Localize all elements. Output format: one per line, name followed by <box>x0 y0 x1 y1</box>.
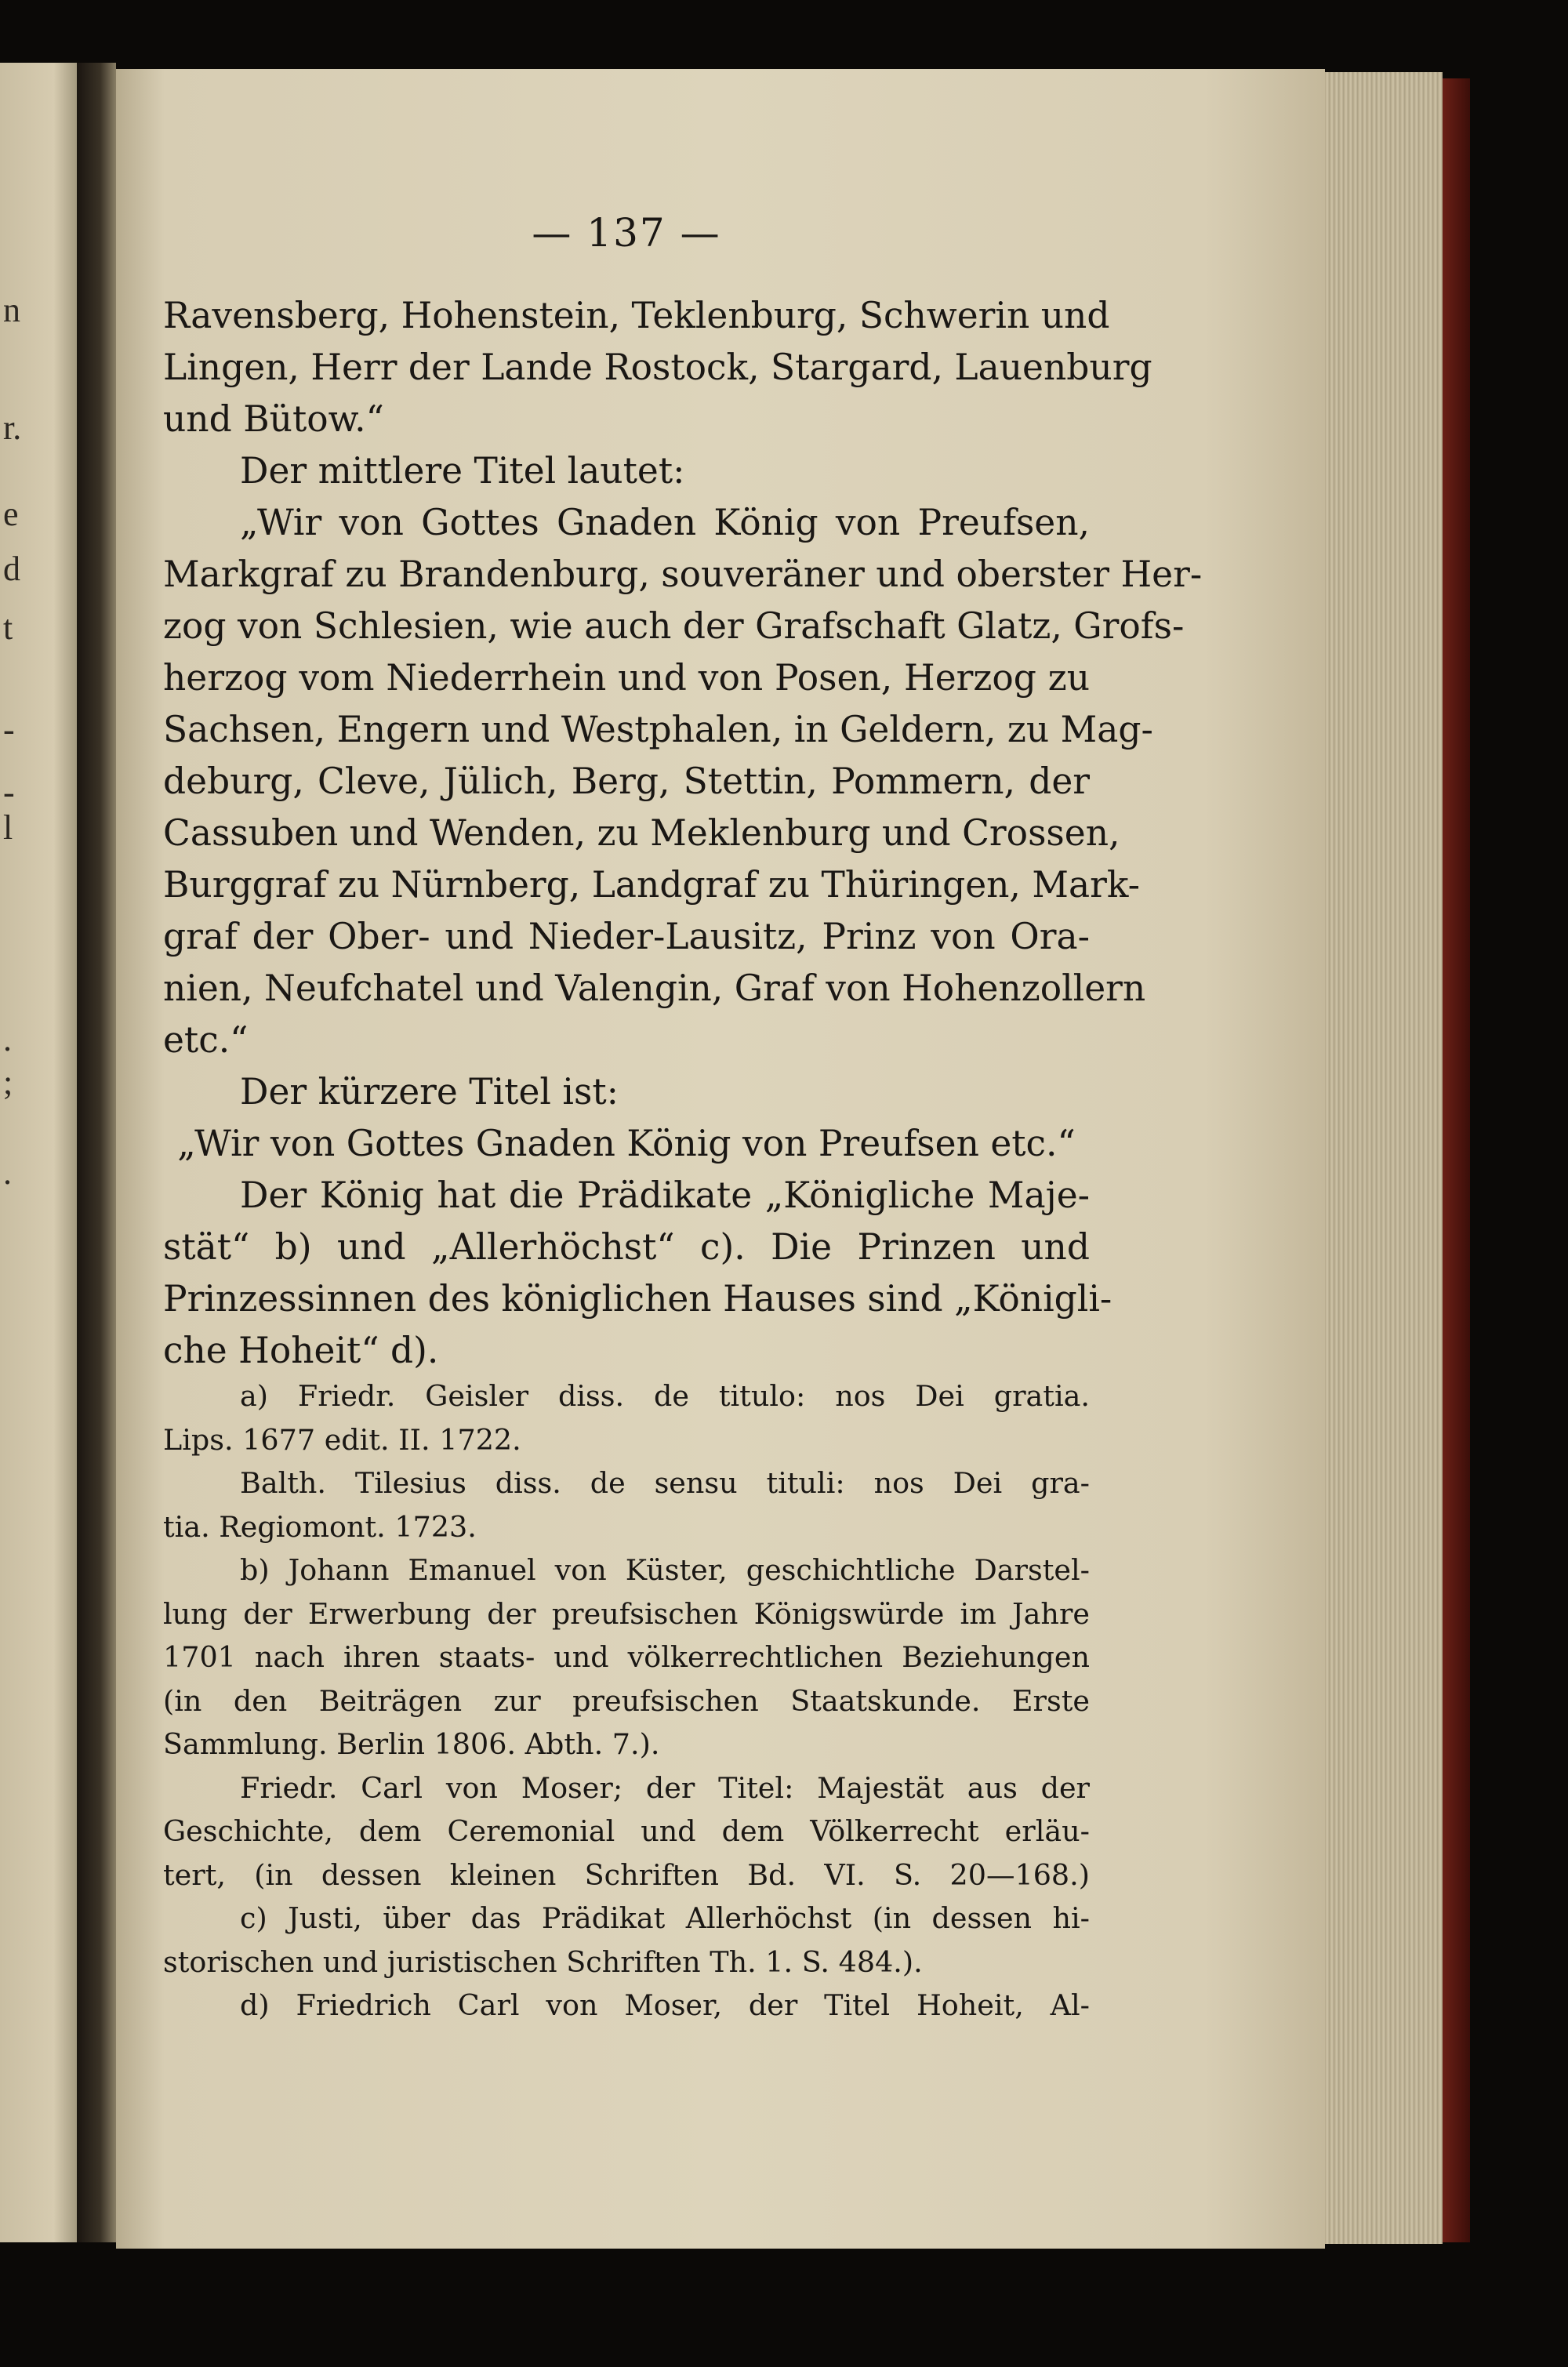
body-line: che Hoheit“ d). <box>163 1330 439 1371</box>
footnote-line: b) Johann Emanuel von Küster, geschichtliche Darstel- <box>240 1553 1090 1587</box>
footnote-line: a) Friedr. Geisler diss. de titulo: nos Dei gratia. <box>240 1379 1090 1413</box>
previous-page-letter: - <box>3 710 15 749</box>
previous-page-letter: d <box>3 550 20 588</box>
footnote-line: Friedr. Carl von Moser; der Titel: Majestät aus der <box>240 1770 1090 1805</box>
body-line: Burggraf zu Nürnberg, Landgraf zu Thüringen, Mark- <box>163 864 1140 906</box>
body-line: Markgraf zu Brandenburg, souveräner und oberster Her- <box>163 554 1203 595</box>
body-line: deburg, Cleve, Jülich, Berg, Stettin, Pommern, der <box>163 761 1090 802</box>
page-number: — 137 — <box>532 210 721 256</box>
body-line: Der König hat die Prädikate „Königliche Maje- <box>240 1174 1090 1216</box>
previous-page-letter: . <box>3 1153 12 1192</box>
body-line: „Wir von Gottes Gnaden König von Preufsen, <box>240 502 1090 543</box>
page-stack-edge <box>1325 72 1443 2244</box>
previous-page-letter: . <box>3 1020 12 1058</box>
footnote-line: storischen und juristischen Schriften Th. 1. S. 484.). <box>163 1944 923 1979</box>
previous-page-letter: ; <box>3 1063 13 1102</box>
previous-page-letter: n <box>3 291 20 329</box>
body-line: Der kürzere Titel ist: <box>240 1071 619 1113</box>
body-line: nien, Neufchatel und Valengin, Graf von Hohenzollern <box>163 967 1146 1009</box>
body-line: Sachsen, Engern und Westphalen, in Geldern, zu Mag- <box>163 709 1153 750</box>
footnote-line: tia. Regiomont. 1723. <box>163 1509 477 1544</box>
previous-page-letter: r. <box>3 408 22 447</box>
previous-page-edge <box>0 63 77 2242</box>
footnote-line: c) Justi, über das Prädikat Allerhöchst (in dessen hi- <box>240 1901 1090 1935</box>
body-line: graf der Ober- und Nieder-Lausitz, Prinz von Ora- <box>163 916 1090 957</box>
previous-page-letter: l <box>3 808 13 847</box>
previous-page-letter: - <box>3 773 15 811</box>
previous-page-letter: e <box>3 495 19 533</box>
body-text <box>163 290 1203 1377</box>
previous-page-letters <box>0 63 47 2242</box>
previous-page-letter: t <box>3 608 13 647</box>
body-line: zog von Schlesien, wie auch der Grafschaft Glatz, Grofs- <box>163 605 1185 647</box>
body-line: Lingen, Herr der Lande Rostock, Stargard, Lauenburg <box>163 347 1152 388</box>
footnotes <box>163 1374 1090 2028</box>
body-line: stät“ b) und „Allerhöchst“ c). Die Prinzen und <box>163 1226 1090 1268</box>
footnote-line: (in den Beiträgen zur preufsischen Staatskunde. Erste <box>163 1683 1090 1718</box>
body-line: Ravensberg, Hohenstein, Teklenburg, Schwerin und <box>163 295 1110 336</box>
body-line: herzog vom Niederrhein und von Posen, Herzog zu <box>163 657 1090 699</box>
footnote-line: Geschichte, dem Ceremonial und dem Völkerrecht erläu- <box>163 1814 1090 1848</box>
body-line: Prinzessinnen des königlichen Hauses sind „Königli- <box>163 1278 1112 1320</box>
footnote-line: Balth. Tilesius diss. de sensu tituli: nos Dei gra- <box>240 1466 1090 1500</box>
footnote-line: 1701 nach ihren staats- und völkerrechtlichen Beziehungen <box>163 1640 1090 1674</box>
body-line: Cassuben und Wenden, zu Meklenburg und Crossen, <box>163 812 1120 854</box>
footnote-line: d) Friedrich Carl von Moser, der Titel Hoheit, Al- <box>240 1988 1090 2022</box>
footnote-line: Lips. 1677 edit. II. 1722. <box>163 1422 521 1457</box>
book-gutter <box>77 63 116 2242</box>
body-line: etc.“ <box>163 1019 249 1061</box>
body-line: Der mittlere Titel lautet: <box>240 450 685 492</box>
footnote-line: tert, (in dessen kleinen Schriften Bd. VI. S. 20—168.) <box>163 1857 1090 1892</box>
footnote-line: lung der Erwerbung der preufsischen Königswürde im Jahre <box>163 1596 1090 1631</box>
body-line: und Bütow.“ <box>163 398 384 440</box>
body-line: „Wir von Gottes Gnaden König von Preufsen etc.“ <box>177 1123 1076 1164</box>
book-cover-edge <box>1443 78 1470 2242</box>
footnote-line: Sammlung. Berlin 1806. Abth. 7.). <box>163 1727 660 1761</box>
